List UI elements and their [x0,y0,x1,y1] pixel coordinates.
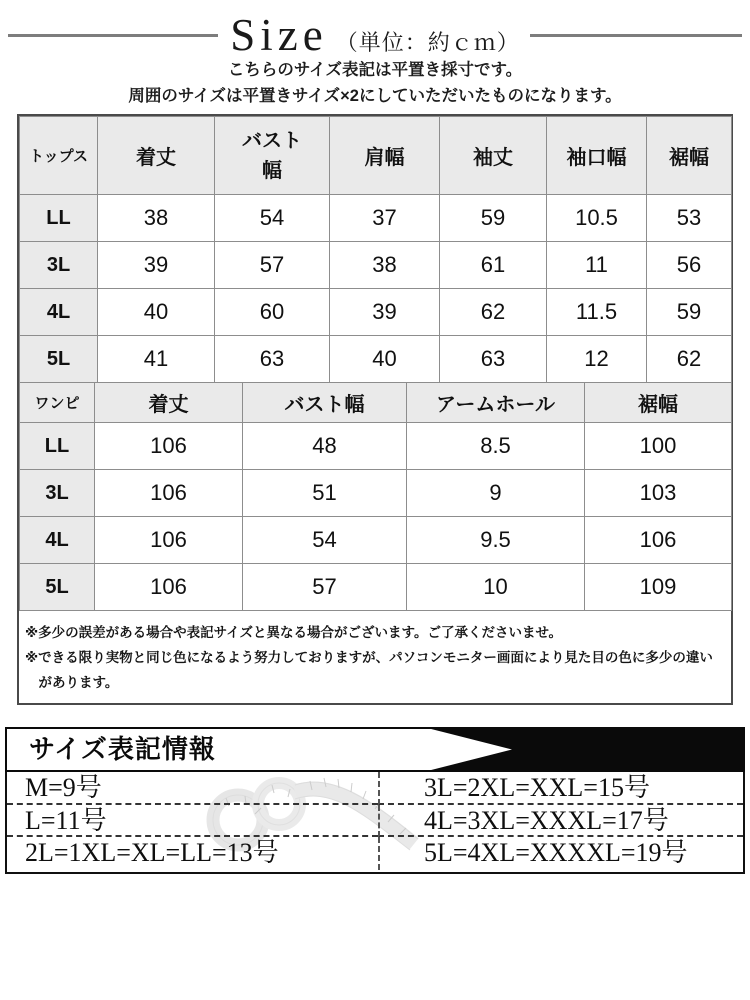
cell: 12 [547,336,647,383]
size-info-box [5,727,745,874]
title-row [0,6,750,64]
note-1: ※多少の誤差がある場合や表記サイズと異なる場合がございます。ご了承くださいませ。 [25,625,563,640]
tops-row-3l [20,242,732,289]
cell: 37 [330,195,440,242]
size-eq-m: M=9号 [7,772,378,805]
op-col-bust: バスト幅 [243,383,407,423]
cell: 10.5 [547,195,647,242]
tops-col-sodeguchi: 袖口幅 [547,117,647,195]
cell: 11 [547,242,647,289]
tops-row-5l [20,336,732,383]
cell: 57 [215,242,330,289]
notes-section [19,610,731,703]
cell: 39 [98,242,215,289]
cell: 100 [585,423,732,470]
onepiece-size-table [19,382,732,611]
cell: 106 [585,517,732,564]
tops-size-table [19,116,732,383]
cell: 62 [440,289,547,336]
size-label: 4L [20,289,98,336]
size-info-body [5,772,745,874]
size-table-box [17,114,733,705]
onepiece-row-3l [20,470,732,517]
size-label: 5L [20,564,95,611]
size-eq-4l: 4L=3XL=XXXL=17号 [378,805,743,838]
tops-col-sodetake: 袖丈 [440,117,547,195]
cell: 40 [98,289,215,336]
cell: 63 [215,336,330,383]
cell: 54 [243,517,407,564]
page-title: Size [230,10,328,60]
cell: 106 [95,423,243,470]
cell: 54 [215,195,330,242]
onepiece-label: ワンピ [20,383,95,423]
tops-header-row [20,117,732,195]
size-label: 5L [20,336,98,383]
cell: 9.5 [407,517,585,564]
cell: 10 [407,564,585,611]
cell: 41 [98,336,215,383]
tops-row-4l [20,289,732,336]
cell: 63 [440,336,547,383]
cell: 59 [647,289,732,336]
tops-col-susohaba: 裾幅 [647,117,732,195]
size-label: LL [20,423,95,470]
title-unit-label: （単位：約ｃｍ） [335,29,520,55]
size-label: LL [20,195,98,242]
cell: 62 [647,336,732,383]
note-2: ※できる限り実物と同じ色になるよう努力しておりますが、パソコンモニター画面により見た目の色に多少の違いがあります。 [25,650,713,690]
size-eq-2l: 2L=1XL=XL=LL=13号 [25,838,279,867]
op-col-armhole: アームホール [407,383,585,423]
cell: 11.5 [547,289,647,336]
cell: 106 [95,517,243,564]
cell: 56 [647,242,732,289]
cell: 8.5 [407,423,585,470]
size-eq-l: L=11号 [7,805,378,838]
cell: 51 [243,470,407,517]
cell: 106 [95,564,243,611]
subtitle-line-1: こちらのサイズ表記は平置き採寸です。 [227,61,523,79]
tops-col-katahaba: 肩幅 [330,117,440,195]
size-info-title: サイズ表記情報 [29,735,216,764]
cell: 109 [585,564,732,611]
size-eq-3l: 3L=2XL=XXL=15号 [378,772,743,805]
onepiece-row-ll [20,423,732,470]
tops-label: トップス [20,117,98,195]
op-col-kitake: 着丈 [95,383,243,423]
cell: 60 [215,289,330,336]
onepiece-header-row [20,383,732,423]
cell: 38 [330,242,440,289]
cell: 40 [330,336,440,383]
tops-col-kitake: 着丈 [98,117,215,195]
cell: 106 [95,470,243,517]
cell: 103 [585,470,732,517]
cell: 53 [647,195,732,242]
cell: 59 [440,195,547,242]
cell: 48 [243,423,407,470]
cell: 61 [440,242,547,289]
onepiece-row-4l [20,517,732,564]
cell: 39 [330,289,440,336]
subtitle [0,57,750,109]
op-col-susohaba: 裾幅 [585,383,732,423]
size-eq-5l: 5L=4XL=XXXXL=19号 [378,837,743,870]
tops-row-ll [20,195,732,242]
size-label: 4L [20,517,95,564]
cell: 57 [243,564,407,611]
cell: 38 [98,195,215,242]
tops-col-bust: バスト幅 [215,117,330,195]
cell: 9 [407,470,585,517]
size-label: 3L [20,242,98,289]
subtitle-line-2: 周囲のサイズは平置きサイズ×2にしていただいたものになります。 [128,87,622,105]
size-label: 3L [20,470,95,517]
onepiece-row-5l [20,564,732,611]
